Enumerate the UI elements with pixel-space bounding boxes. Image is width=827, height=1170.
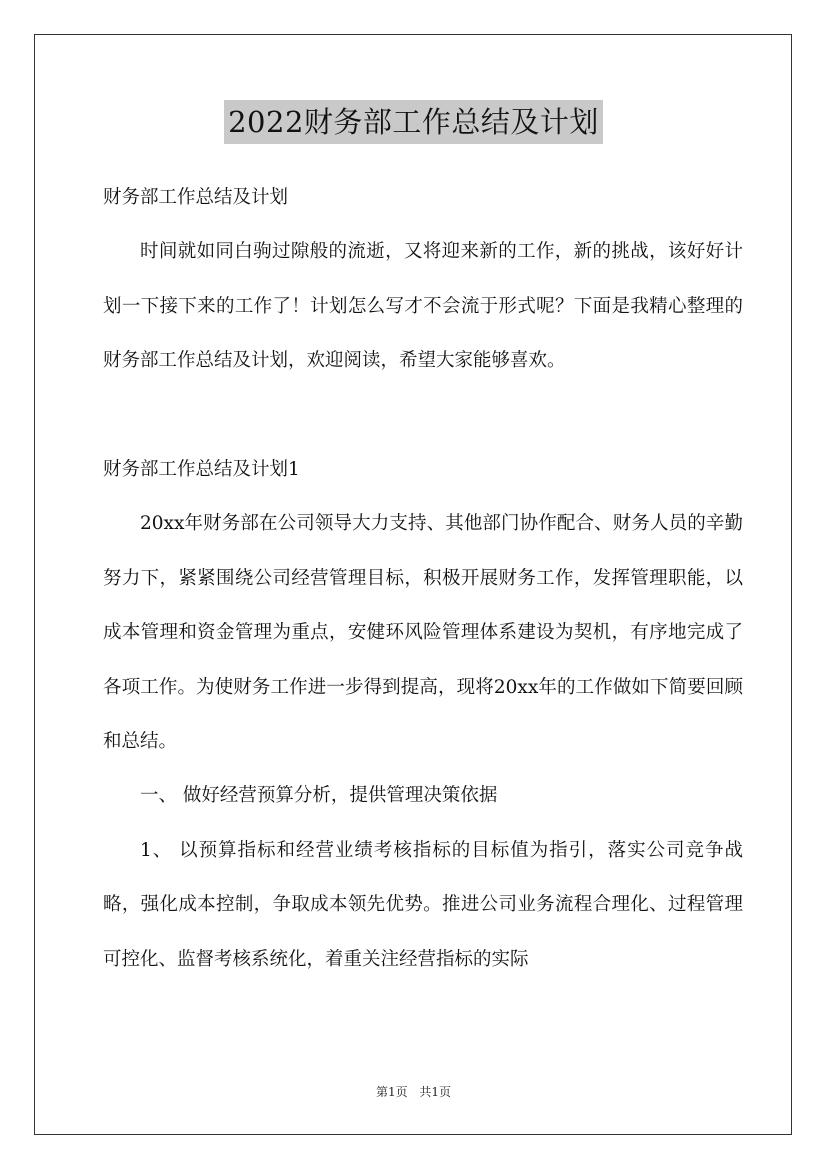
paragraph-spacer	[103, 389, 743, 443]
summary-paragraph: 20xx年财务部在公司领导大力支持、其他部门协作配合、财务人员的辛勤努力下，紧紧围绕公司经营管理目标，积极开展财务工作，发挥管理职能，以成本管理和资金管理为重点，安健环风险管理体系建设为契机，有序地完成了各项工作。为使财务工作进一步得到提高，现将20xx年的工作做如下简要回顾和总结。	[103, 513, 743, 753]
title-area	[0, 100, 827, 144]
section-heading-1: 财务部工作总结及计划1	[103, 459, 300, 481]
subheading-budget: 一、 做好经营预算分析，提供管理决策依据	[140, 785, 498, 807]
page-total: 共1页	[419, 1085, 452, 1099]
item-paragraph-1: 1、 以预算指标和经营业绩考核指标的目标值为指引，落实公司竞争战略，强化成本控制，争取成本领先优势。推进公司业务流程合理化、过程管理可控化、监督考核系统化，着重关注经营指标的实际	[103, 839, 743, 970]
intro-paragraph: 时间就如同白驹过隙般的流逝，又将迎来新的工作，新的挑战，该好好计划一下接下来的工作了！计划怎么写才不会流于形式呢？下面是我精心整理的财务部工作总结及计划，欢迎阅读，希望大家能够喜欢。	[103, 241, 743, 372]
document-body	[103, 171, 743, 987]
document-title: 2022财务部工作总结及计划	[224, 100, 603, 144]
page-footer	[0, 1083, 827, 1100]
section-heading: 财务部工作总结及计划	[103, 187, 289, 208]
page-number: 第1页	[375, 1085, 408, 1099]
